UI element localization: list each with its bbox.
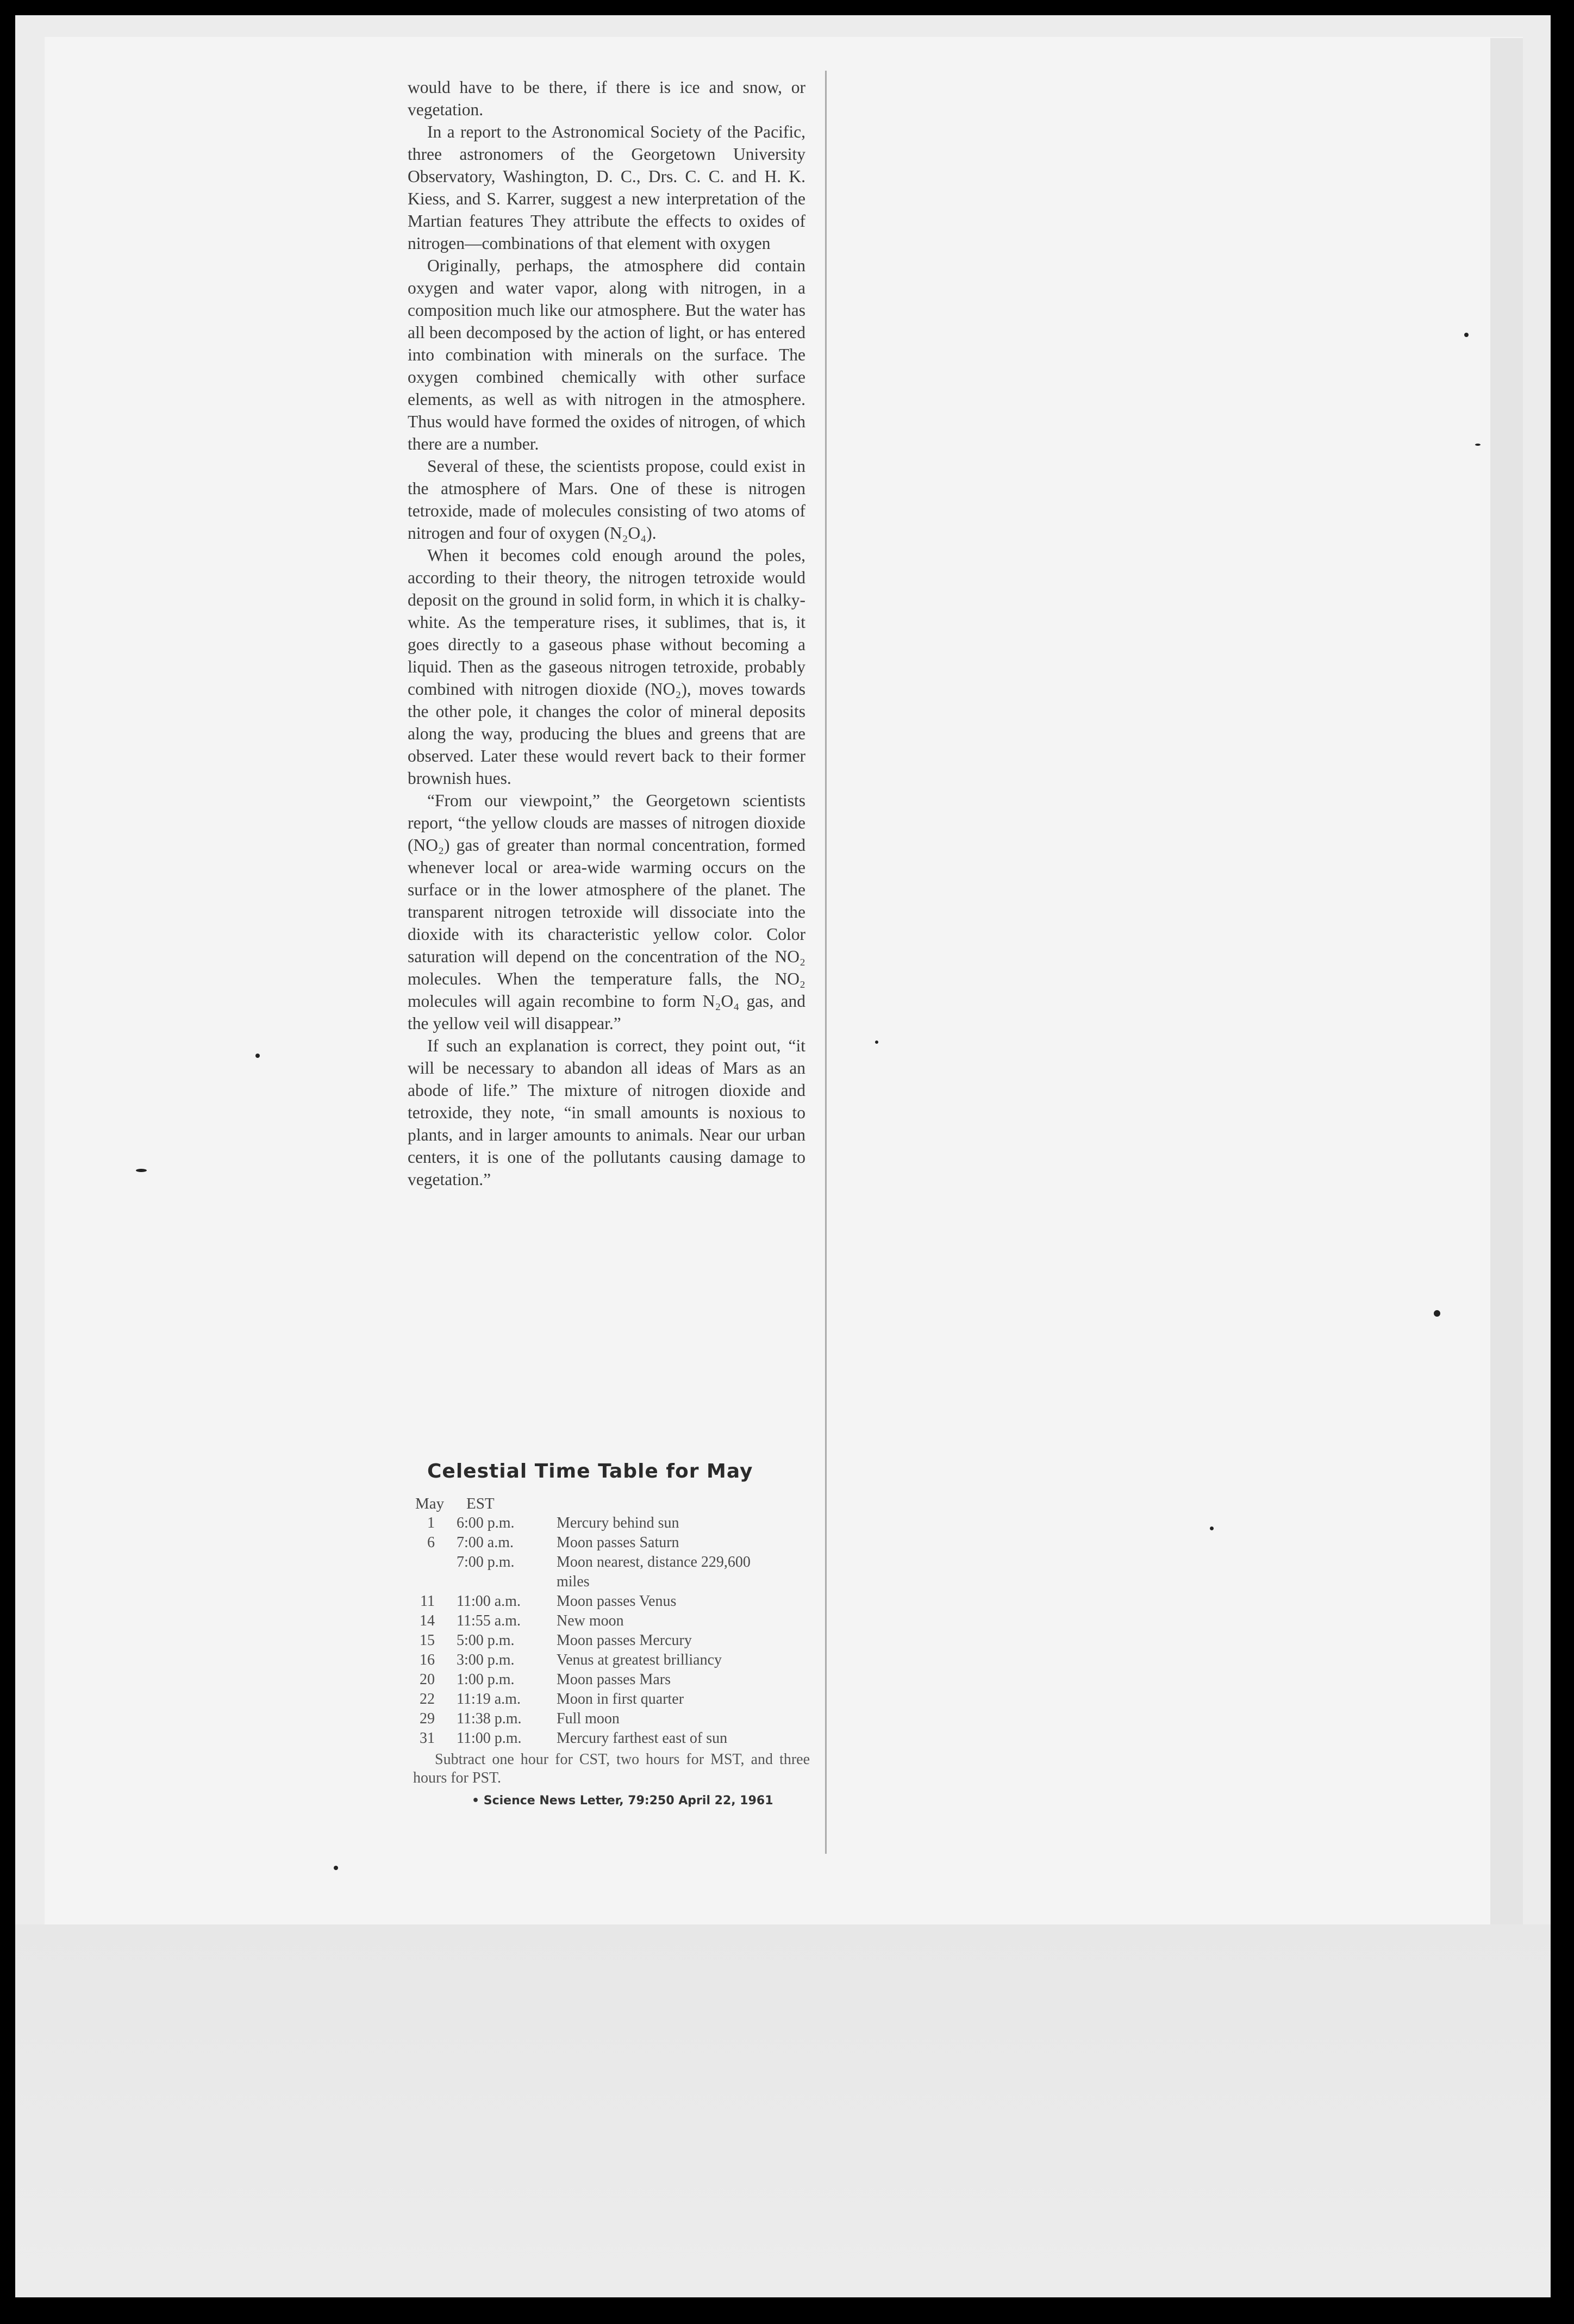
row-event: Full moon [557, 1710, 620, 1727]
dust-speck [875, 1040, 878, 1044]
row-day: 14 [420, 1612, 435, 1629]
lower-backdrop [15, 1924, 1551, 2297]
dust-speck [1475, 444, 1481, 446]
row-event: Moon in first quarter [557, 1691, 684, 1708]
dust-speck [1210, 1527, 1214, 1530]
row-event: Moon passes Venus [557, 1593, 677, 1610]
row-event: Moon passes Saturn [557, 1534, 679, 1551]
row-time: 3:00 p.m. [457, 1652, 515, 1668]
timetable-title: Celestial Time Table for May [427, 1460, 753, 1482]
row-event: Moon nearest, distance 229,600 [557, 1554, 751, 1571]
article-paragraph: Several of these, the scientists propose, could exist in the atmosphere of Mars. One of these is nitrogen tetroxide, made of molecules consisting of two atoms of nitrogen and four of oxygen (N₂O₄). [408, 457, 805, 543]
article-paragraph: If such an explanation is correct, they point out, “it will be necessary to abandon all ideas of Mars as an abode of life.” The mixture of nitrogen dioxide and tetroxide, they note, “in small amounts is noxious to plants, and in larger amounts to animals. Near our urban centers, it is one of the pollutants causing damage to vegetation.” [408, 1036, 805, 1189]
timetable-row [413, 1652, 826, 1671]
row-time: 6:00 p.m. [457, 1515, 515, 1531]
row-day: 16 [420, 1652, 435, 1668]
dust-speck [1434, 1310, 1440, 1317]
source-citation: • Science News Letter, 79:250 April 22, 1961 [472, 1794, 773, 1808]
timetable-row [413, 1573, 826, 1593]
row-day: 31 [420, 1730, 435, 1747]
row-event: New moon [557, 1612, 624, 1629]
article-paragraph: “From our viewpoint,” the Georgetown scientists report, “the yellow clouds are masses of nitrogen dioxide (NO₂) gas of greater than normal concentration, formed whenever local or area-wide warming occurs on the surface or in the lower atmosphere of the planet. The transparent nitrogen tetroxide will dissociate into the dioxide with its characteristic yellow color. Color saturation will depend on the concentration of the NO₂ molecules. When the temperature falls, the NO₂ molecules will again recombine to form N₂O₄ gas, and the yellow veil will disappear.” [408, 791, 805, 1033]
timetable-row [413, 1632, 826, 1652]
row-event: Mercury behind sun [557, 1515, 679, 1531]
row-time: 7:00 a.m. [457, 1534, 514, 1551]
row-time: 7:00 p.m. [457, 1554, 515, 1571]
timetable-rows [413, 1515, 826, 1749]
sheet-shadow-edge [1490, 38, 1523, 1924]
row-event: Moon passes Mercury [557, 1632, 692, 1649]
row-time: 11:38 p.m. [457, 1710, 522, 1727]
dust-speck [1464, 333, 1469, 337]
row-day: 29 [420, 1710, 435, 1727]
timetable-row [413, 1730, 826, 1749]
timetable-row [413, 1612, 826, 1632]
timetable-col-day: May [415, 1495, 445, 1512]
row-time: 5:00 p.m. [457, 1632, 515, 1649]
row-time: 1:00 p.m. [457, 1671, 515, 1688]
dust-speck [255, 1054, 260, 1058]
timetable-row [413, 1554, 826, 1573]
row-day: 1 [427, 1515, 435, 1531]
row-day: 20 [420, 1671, 435, 1688]
timetable-row [413, 1671, 826, 1691]
row-event: miles [557, 1573, 590, 1590]
row-event: Venus at greatest brilliancy [557, 1652, 722, 1668]
dust-speck [334, 1866, 338, 1870]
timetable-row [413, 1593, 826, 1612]
timetable-row [413, 1710, 826, 1730]
row-time: 11:19 a.m. [457, 1691, 521, 1708]
timetable-row [413, 1691, 826, 1710]
row-day: 11 [420, 1593, 435, 1610]
row-time: 11:00 p.m. [457, 1730, 522, 1747]
article-paragraph: When it becomes cold enough around the poles, according to their theory, the nitrogen tetroxide would deposit on the ground in solid form, in which it is chalky-white. As the temperature rises, it sublimes, that is, it goes directly to a gaseous phase without becoming a liquid. Then as the gaseous nitrogen tetroxide, probably combined with nitrogen dioxide (NO₂), moves towards the other pole, it changes the color of mineral deposits along the way, producing the blues and greens that are observed. Later these would revert back to their former brownish hues. [408, 546, 805, 788]
article-paragraph: In a report to the Astronomical Society of the Pacific, three astronomers of the Georgetown University Observatory, Washington, D. C., Drs. C. C. and H. K. Kiess, and S. Karrer, suggest a new interpretation of the Martian features They attribute the effects to oxides of nitrogen—combinations of that element with oxygen [408, 122, 805, 253]
article-body [408, 76, 805, 1191]
article-paragraph: Originally, perhaps, the atmosphere did contain oxygen and water vapor, along with nitrogen, in a composition much like our atmosphere. But the water has all been decomposed by the action of light, or has entered into combination with minerals on the surface. The oxygen combined chemically with other surface elements, as well as with nitrogen in the atmosphere. Thus would have formed the oxides of nitrogen, of which there are a number. [408, 256, 805, 453]
timezone-note: Subtract one hour for CST, two hours for MST, and three hours for PST. [413, 1751, 810, 1786]
row-event: Moon passes Mars [557, 1671, 671, 1688]
row-day: 15 [420, 1632, 435, 1649]
row-time: 11:00 a.m. [457, 1593, 521, 1610]
timetable-row [413, 1534, 826, 1554]
timetable-col-time: EST [466, 1495, 495, 1512]
row-event: Mercury farthest east of sun [557, 1730, 728, 1747]
article-paragraph: would have to be there, if there is ice and snow, or vegetation. [408, 78, 805, 119]
row-day: 6 [427, 1534, 435, 1551]
timetable-row [413, 1515, 826, 1534]
row-day: 22 [420, 1691, 435, 1708]
dust-speck [136, 1169, 147, 1172]
row-time: 11:55 a.m. [457, 1612, 521, 1629]
